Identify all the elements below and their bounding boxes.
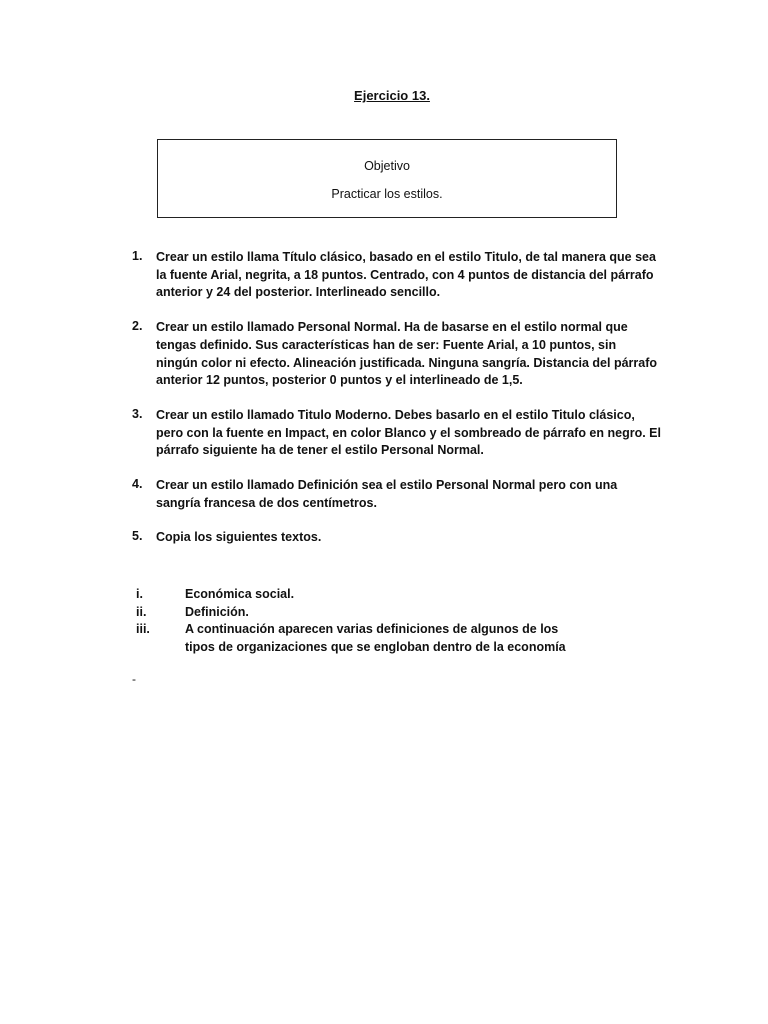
item-number: 2. [132, 319, 143, 334]
item-text: Crear un estilo llamado Definición sea el estilo Personal Normal pero con una sangría francesa de dos centímetros. [156, 478, 618, 510]
list-item [0, 319, 768, 390]
item-text: A continuación aparecen varias definiciones de algunos de los tipos de organizaciones que se engloban dentro de la economía [185, 622, 566, 655]
item-text: Definición. [185, 604, 249, 619]
item-number: 4. [132, 477, 143, 492]
list-item [0, 604, 768, 622]
item-text: Copia los siguientes textos. [156, 530, 322, 545]
roman-list [0, 586, 768, 657]
list-item [0, 586, 768, 604]
list-item [0, 249, 768, 302]
item-text: Económica social. [185, 587, 295, 601]
trailing-mark: - [132, 672, 136, 686]
item-number: i. [136, 587, 143, 601]
list-item [0, 477, 768, 512]
item-text: Crear un estilo llama Título clásico, basado en el estilo Titulo, de tal manera que sea la fuente Arial, negrita, a 18 puntos. Centrado, con 4 puntos de distancia del párrafo anterior y 24 del posterior. Interlineado sencillo. [156, 250, 656, 300]
item-text: Crear un estilo llamado Personal Normal. Ha de basarse en el estilo normal que tengas definido. Sus características han de ser: Fuente Arial, a 10 puntos, sin ningún color ni efecto. Alineación justificada. Ninguna sangría. Distancia del párrafo anterior 12 puntos, posterior 0 puntos y el interlineado de 1,5. [156, 320, 658, 388]
item-number: 3. [132, 406, 143, 421]
item-number: ii. [136, 604, 147, 619]
exercise-title: Ejercicio 13. [354, 88, 430, 103]
objective-heading: Objetivo [364, 159, 410, 173]
numbered-list [0, 249, 768, 564]
item-number: iii. [136, 622, 150, 637]
item-number: 5. [132, 529, 143, 544]
item-text: Crear un estilo llamado Titulo Moderno. Debes basarlo en el estilo Titulo clásico, pero con la fuente en Impact, en color Blanco y el sombreado de párrafo en negro. El párrafo siguiente ha de tener el estilo Personal Normal. [156, 407, 661, 458]
list-item [0, 621, 768, 656]
objective-text: Practicar los estilos. [331, 187, 443, 201]
list-item [0, 529, 768, 547]
list-item [0, 407, 768, 460]
item-number: 1. [132, 249, 143, 263]
objective-box [157, 139, 617, 218]
